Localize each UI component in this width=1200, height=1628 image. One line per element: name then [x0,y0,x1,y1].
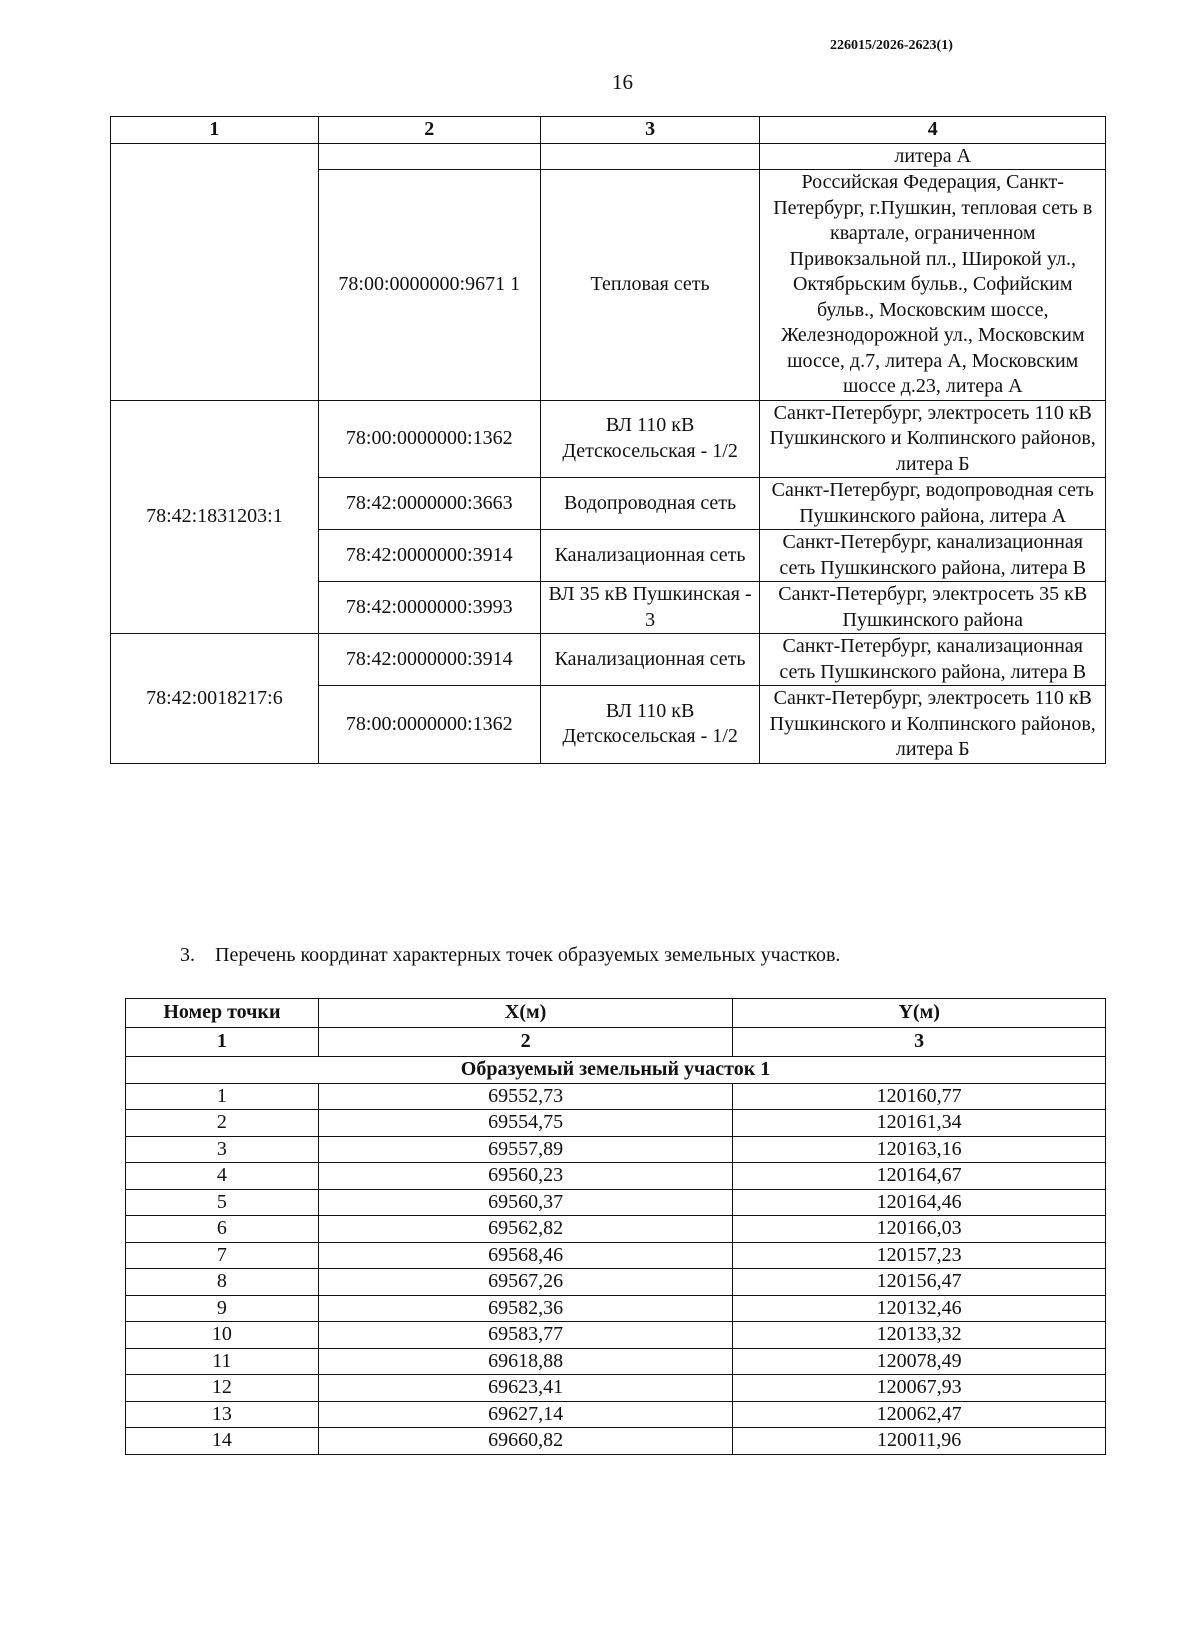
column-number-row [126,1028,1106,1057]
object-name-cell: Водопроводная сеть [540,478,760,530]
y-coordinate-cell: 120161,34 [733,1110,1106,1137]
cadastral-number-cell: 78:42:0000000:3993 [318,582,540,634]
address-cell: литера А [760,143,1106,170]
x-coordinate-cell: 69562,82 [318,1216,733,1243]
column-header: Y(м) [733,999,1106,1028]
parcel-subtitle-row [126,1057,1106,1084]
point-number-cell: 11 [126,1348,319,1375]
x-coordinate-cell: 69627,14 [318,1401,733,1428]
table-row [111,400,1106,478]
cadastral-number-cell [318,143,540,170]
coordinates-table [125,998,1106,1455]
table-row [126,1136,1106,1163]
x-coordinate-cell: 69567,26 [318,1269,733,1296]
column-header: 2 [318,117,540,144]
column-header: 4 [760,117,1106,144]
object-name-cell: Канализационная сеть [540,530,760,582]
cadastral-number-cell: 78:42:0000000:3914 [318,634,540,686]
y-coordinate-cell: 120133,32 [733,1322,1106,1349]
table-row [126,1083,1106,1110]
cadastral-number-cell: 78:42:0000000:3914 [318,530,540,582]
point-number-cell: 3 [126,1136,319,1163]
address-cell: Российская Федерация, Санкт-Петербург, г.Пушкин, тепловая сеть в квартале, ограниченном Привокзальной пл., Широкой ул., Октябрьским бульв., Софийским бульв., Московским шоссе, Железнодорожной ул., Московским шоссе, д.7, литера А, Московским шоссе д.23, литера А [760,170,1106,401]
address-cell: Санкт-Петербург, водопроводная сеть Пушкинского района, литера А [760,478,1106,530]
object-name-cell: Тепловая сеть [540,170,760,401]
y-coordinate-cell: 120166,03 [733,1216,1106,1243]
parcel-number-cell: 78:42:0018217:6 [111,634,319,764]
point-number-cell: 2 [126,1110,319,1137]
x-coordinate-cell: 69623,41 [318,1375,733,1402]
table-row [126,1242,1106,1269]
x-coordinate-cell: 69582,36 [318,1295,733,1322]
x-coordinate-cell: 69554,75 [318,1110,733,1137]
table-row [126,1375,1106,1402]
section-number: 3. [180,944,195,966]
point-number-cell: 4 [126,1163,319,1190]
table-row [126,1401,1106,1428]
point-number-cell: 14 [126,1428,319,1455]
cadastral-number-cell: 78:00:0000000:1362 [318,686,540,764]
section-title: Перечень координат характерных точек образуемых земельных участков. [215,944,841,966]
encumbrance-table [110,116,1106,764]
parcel-subtitle: Образуемый земельный участок 1 [126,1057,1106,1084]
y-coordinate-cell: 120157,23 [733,1242,1106,1269]
address-cell: Санкт-Петербург, канализационная сеть Пушкинского района, литера В [760,634,1106,686]
y-coordinate-cell: 120163,16 [733,1136,1106,1163]
column-header: Номер точки [126,999,319,1028]
parcel-number-cell: 78:42:1831203:1 [111,400,319,634]
point-number-cell: 7 [126,1242,319,1269]
point-number-cell: 12 [126,1375,319,1402]
object-name-cell: Канализационная сеть [540,634,760,686]
y-coordinate-cell: 120164,46 [733,1189,1106,1216]
point-number-cell: 5 [126,1189,319,1216]
y-coordinate-cell: 120160,77 [733,1083,1106,1110]
address-cell: Санкт-Петербург, канализационная сеть Пушкинского района, литера В [760,530,1106,582]
x-coordinate-cell: 69560,23 [318,1163,733,1190]
column-header: 1 [111,117,319,144]
object-name-cell: ВЛ 110 кВ Детскосельская - 1/2 [540,400,760,478]
y-coordinate-cell: 120078,49 [733,1348,1106,1375]
parcel-number-cell [111,143,319,400]
x-coordinate-cell: 69583,77 [318,1322,733,1349]
point-number-cell: 13 [126,1401,319,1428]
cadastral-number-cell: 78:00:0000000:9671 1 [318,170,540,401]
page-number: 16 [612,70,633,94]
address-cell: Санкт-Петербург, электросеть 110 кВ Пушкинского и Колпинского районов, литера Б [760,686,1106,764]
x-coordinate-cell: 69660,82 [318,1428,733,1455]
y-coordinate-cell: 120067,93 [733,1375,1106,1402]
y-coordinate-cell: 120062,47 [733,1401,1106,1428]
x-coordinate-cell: 69568,46 [318,1242,733,1269]
point-number-cell: 6 [126,1216,319,1243]
address-cell: Санкт-Петербург, электросеть 110 кВ Пушкинского и Колпинского районов, литера Б [760,400,1106,478]
column-header: 3 [540,117,760,144]
column-number: 1 [126,1028,319,1057]
column-header: X(м) [318,999,733,1028]
table-row [126,1163,1106,1190]
table-row [126,1322,1106,1349]
table-header-row [126,999,1106,1028]
y-coordinate-cell: 120164,67 [733,1163,1106,1190]
point-number-cell: 1 [126,1083,319,1110]
table-row [111,143,1106,170]
x-coordinate-cell: 69552,73 [318,1083,733,1110]
table-row [126,1348,1106,1375]
table-header-row [111,117,1106,144]
y-coordinate-cell: 120156,47 [733,1269,1106,1296]
point-number-cell: 9 [126,1295,319,1322]
y-coordinate-cell: 120011,96 [733,1428,1106,1455]
y-coordinate-cell: 120132,46 [733,1295,1106,1322]
address-cell: Санкт-Петербург, электросеть 35 кВ Пушкинского района [760,582,1106,634]
table-row [126,1295,1106,1322]
document-number: 226015/2026-2623(1) [830,38,953,53]
table-row [111,634,1106,686]
column-number: 2 [318,1028,733,1057]
object-name-cell: ВЛ 110 кВ Детскосельская - 1/2 [540,686,760,764]
point-number-cell: 10 [126,1322,319,1349]
table-row [126,1269,1106,1296]
section-heading [180,944,840,967]
object-name-cell [540,143,760,170]
cadastral-number-cell: 78:42:0000000:3663 [318,478,540,530]
table-row [126,1189,1106,1216]
table-row [126,1428,1106,1455]
x-coordinate-cell: 69618,88 [318,1348,733,1375]
table-row [126,1216,1106,1243]
point-number-cell: 8 [126,1269,319,1296]
cadastral-number-cell: 78:00:0000000:1362 [318,400,540,478]
x-coordinate-cell: 69560,37 [318,1189,733,1216]
x-coordinate-cell: 69557,89 [318,1136,733,1163]
object-name-cell: ВЛ 35 кВ Пушкинская - 3 [540,582,760,634]
table-row [126,1110,1106,1137]
column-number: 3 [733,1028,1106,1057]
